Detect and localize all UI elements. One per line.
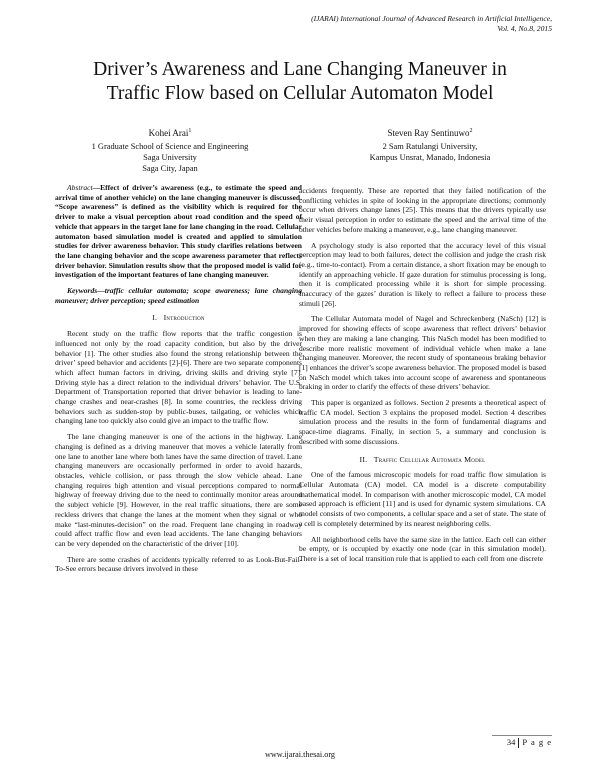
paragraph: One of the famous microscopic models for road traffic flow simulation is Cellular Automata (CA) model. CA model is a discrete computability mathematical model. In comparison with another microscopic model, CA model based approach is efficient [11] and is used for dynamic system simulations. CA model consists of two components, a cellular space and a set of state. The state of a cell is completely determined by its nearest neighboring cells. (299, 470, 546, 528)
author-block-1 (60, 126, 280, 174)
affiliation-line: 2 Sam Ratulangi University, (382, 142, 478, 151)
journal-header (212, 14, 552, 34)
title-line-1: Driver’s Awareness and Lane Changing Maneuver in (93, 59, 507, 80)
paper-title (30, 58, 570, 106)
affiliation-line: Saga University (143, 153, 197, 162)
title-line-2: Traffic Flow based on Cellular Automaton Model (106, 83, 494, 104)
footer-rule (492, 735, 552, 736)
section-heading-intro: I. Introduction (152, 313, 205, 323)
journal-volume: Vol. 4, No.8, 2015 (497, 24, 552, 33)
affiliation-line: 1 Graduate School of Science and Engineering (91, 142, 249, 151)
journal-name: (IJARAI) International Journal of Advanced Research in Artificial Intelligence, (311, 14, 552, 23)
paragraph: This paper is organized as follows. Section 2 presents a theoretical aspect of traffic CA model. Section 3 explains the proposed model. Section 4 describes simulation process and the results in the form of fundamental diagrams and space-time diagrams. Finally, in section 5, a summary and conclusion is described with some discussions. (299, 398, 546, 446)
author-block-2 (320, 126, 540, 163)
keywords: Keywords—traffic cellular automata; scope awareness; lane changing maneuver; driver perception; speed estimation (55, 286, 302, 305)
footer-url: www.ijarai.thesai.org (264, 750, 336, 759)
paragraph: The Cellular Automata model of Nagel and Schreckenberg (NaSch) [12] is improved for showing effects of scope awareness that reflect drivers’ behavior when they are making a lane changing. This NaSch model has been modified to describe more realistic movement of individual vehicle when make a lane changing maneuver. Moreover, the recent study of spontaneous braking behavior [1] enhances the driver’s scope awareness behavior. The proposed model is based on NaSch model which takes into account scope of awareness and spontaneous braking in order to clarify the effects of these drivers’ behavior. (299, 314, 546, 392)
paragraph: A psychology study is also reported that the accuracy level of this visual perception may lead to both failures, detect the collision and judge the crash risk (e.g., time-to-contact). From a certain distance, a short fixation may be enough to identify an approaching vehicle. If gaze duration for stimulus processing is long, then it is complicated processing while it is short for simple processing. Inaccuracy of the gazes’ duration is likely to reflect a failure to process these stimuli [26]. (299, 240, 546, 308)
section-heading-2: II. Traffic Cellular Automata Model (359, 454, 486, 464)
abstract: Abstract—Effect of driver’s awareness (e.g., to estimate the speed and arrival time of another vehicle) on the lane changing maneuver is discussed. “Scope awareness” is defined as the visibility which is required for the driver to make a visual perception about road condition and the speed of vehicle that appears in the target lane for lane changing in the road. Cellular automaton based simulation model is created and applied to simulation studies for driver awareness behavior. This study clarifies relations between the lane changing behavior and the scope awareness parameter that reflects driver behavior. Simulation results show that the proposed model is valid for investigation of the important features of lane changing maneuver. (55, 183, 302, 280)
author-name: Steven Ray Sentinuwo$^2$ (387, 128, 473, 138)
paragraph: accidents frequently. These are reported that they failed notification of the conflicting vehicles in spite of looking in the appropriate directions; commonly occur when drivers change lanes [25]. This means that the drivers typically use their visual perception in order to estimate the speed and the arrival time of the other vehicles before making a maneuver, e.g., lane changing maneuver. (299, 186, 546, 234)
page-number: 34 P a g e (506, 737, 552, 747)
paragraph: The lane changing maneuver is one of the actions in the highway. Lane changing is defined as a driving maneuver that moves a vehicle laterally from one lane to another lane where both lanes have the same direction of travel. Lane changing maneuvers are occasionally performed in order to avoid hazards, obstacles, vehicle collision, or pass through the slow vehicle ahead. Lane changing requires high attention and visual perceptions compared to normal highway of freeway driving due to the need to continually monitor areas around the subject vehicle [9]. However, in the real traffic situations, there are some reckless drivers that change the lanes at the moment when they signal or who make “last-minutes-decision” on the road. Frequent lane changing in roadway could affect traffic flow and even lead accidents. The lane changing behaviors can be very depended on the characteristic of the driver [10]. (55, 432, 302, 548)
affiliation-line: Saga City, Japan (142, 164, 198, 173)
paragraph: All neighborhood cells have the same size in the lattice. Each cell can either be empty, or is occupied by exactly one node (car in this simulation model). There is a set of local transition rule that is applied to each cell from one discrete (299, 534, 546, 563)
right-column (299, 186, 546, 570)
left-column (55, 183, 302, 580)
author-name: Kohei Arai$^1$ (148, 128, 192, 138)
paragraph: Recent study on the traffic flow reports that the traffic congestion is influenced not only by the road capacity condition, but also by the driver behavior [1]. The other studies also found the strong relationship between the driver’ speed behavior and accidents [2]-[6]. There are two separate components which affect human factors in driving, driving skills and driving style [7]. Driving style has a direct relation to the individual drivers’ behavior. The U.S. Department of Transportation reported that driver behavior is leading to lane-change crashes and near-crashes [8]. In some countries, the reckless driving behaviors such as sudden-stop by public-buses, tailgating, or vehicles which changing lane too quickly also could give an impact to the traffic flow. (55, 329, 302, 426)
paragraph: There are some crashes of accidents typically referred to as Look-But-Fail-To-See errors because drivers involved in these (55, 554, 302, 574)
affiliation-line: Kampus Unsrat, Manado, Indonesia (369, 153, 491, 162)
